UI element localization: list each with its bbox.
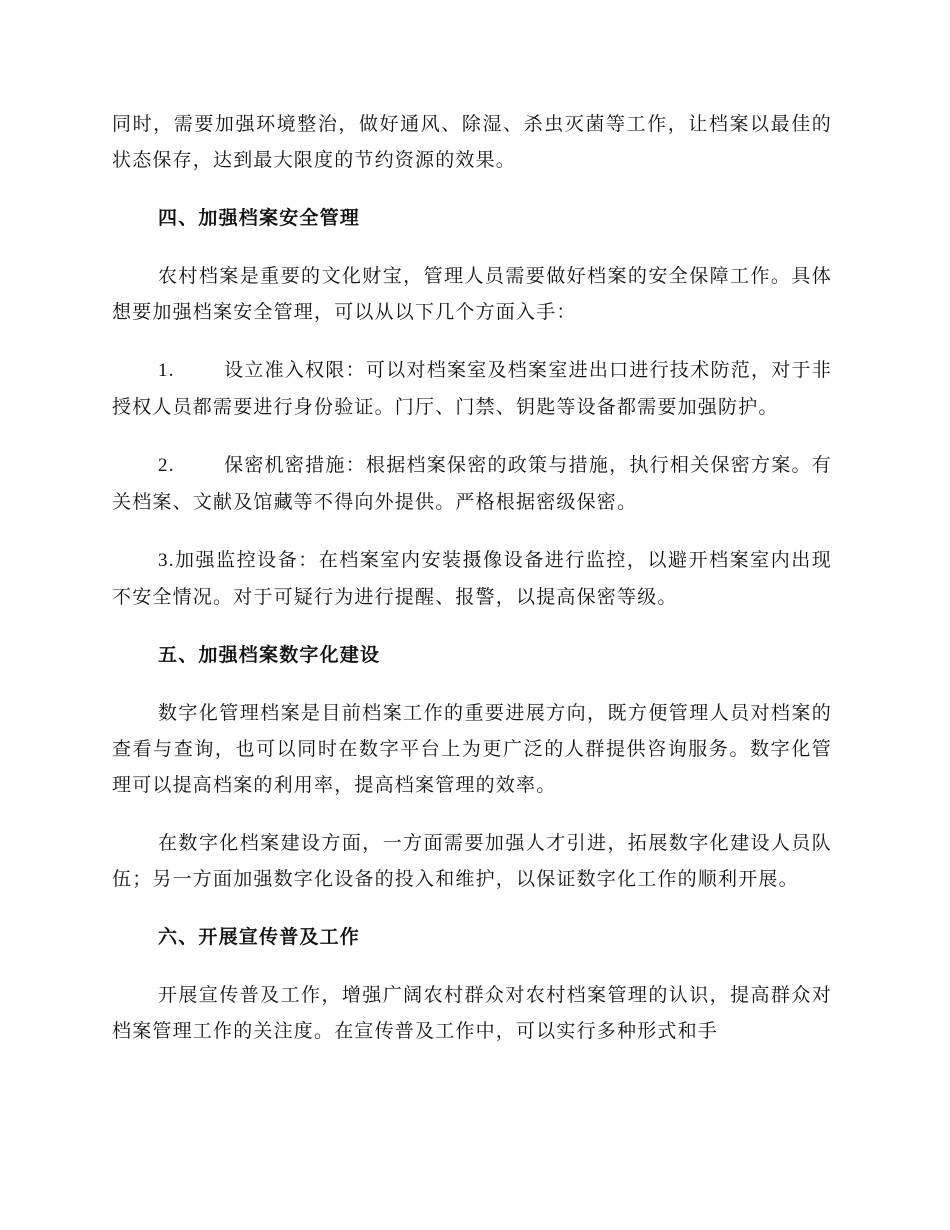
list-item-1	[112, 352, 832, 425]
intro-paragraph: 同时，需要加强环境整治，做好通风、除湿、杀虫灭菌等工作，让档案以最佳的状态保存，达到最大限度的节约资源的效果。	[112, 113, 832, 171]
list-item-3-text: 加强监控设备：在档案室内安装摄像设备进行监控，以避开档案室内出现不安全情况。对于可疑行为进行提醒、报警，以提高保密等级。	[112, 549, 832, 608]
section-6-paragraph: 开展宣传普及工作，增强广阔农村群众对农村档案管理的认识，提高群众对档案管理工作的关注度。在宣传普及工作中，可以实行多种形式和手	[112, 984, 832, 1042]
section-heading-5: 五、加强档案数字化建设	[158, 644, 381, 666]
section-4-paragraph: 农村档案是重要的文化财宝，管理人员需要做好档案的安全保障工作。具体想要加强档案安全管理，可以从以下几个方面入手：	[112, 265, 832, 323]
list-item-3	[112, 542, 832, 615]
section-heading-6: 六、开展宣传普及工作	[158, 926, 361, 948]
list-item-1-number: 1.	[158, 360, 175, 381]
list-item-2-text: 保密机密措施：根据档案保密的政策与措施，执行相关保密方案。有关档案、文献及馆藏等不得向外提供。严格根据密级保密。	[112, 454, 832, 513]
list-item-2-number: 2.	[158, 455, 175, 476]
list-item-3-number: 3.	[158, 550, 175, 571]
list-item-2	[112, 447, 832, 520]
list-item-1-text: 设立准入权限：可以对档案室及档案室进出口进行技术防范，对于非授权人员都需要进行身份验证。门厅、门禁、钥匙等设备都需要加强防护。	[112, 359, 832, 418]
section-5-paragraph-2: 在数字化档案建设方面，一方面需要加强人才引进，拓展数字化建设人员队伍；另一方面加强数字化设备的投入和维护，以保证数字化工作的顺利开展。	[112, 832, 832, 890]
section-heading-4: 四、加强档案安全管理	[158, 207, 361, 229]
section-5-paragraph-1: 数字化管理档案是目前档案工作的重要进展方向，既方便管理人员对档案的查看与查询，也可以同时在数字平台上为更广泛的人群提供咨询服务。数字化管理可以提高档案的利用率，提高档案管理的效率。	[112, 702, 832, 796]
